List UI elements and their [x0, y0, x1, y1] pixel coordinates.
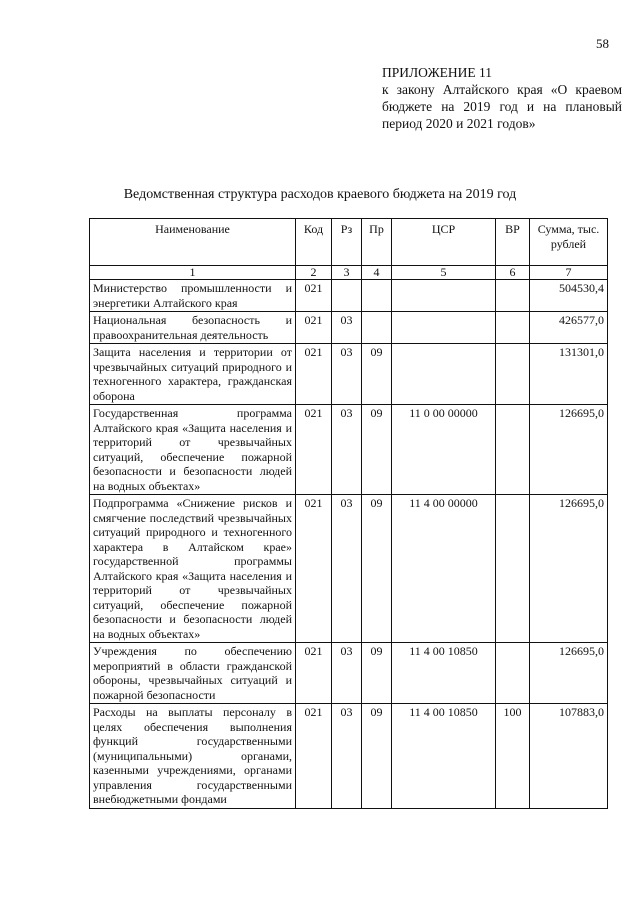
table-row: [90, 344, 608, 405]
page-number: 58: [596, 36, 609, 51]
row-csr: [392, 312, 496, 344]
header-sum: Сумма, тыс. рублей: [530, 219, 608, 266]
appendix-heading: ПРИЛОЖЕНИЕ 11: [382, 65, 493, 80]
row-csr: 11 0 00 00000: [392, 405, 496, 495]
row-code: 021: [296, 312, 332, 344]
row-sum: 426577,0: [530, 312, 608, 344]
row-code: 021: [296, 280, 332, 312]
row-rz: 03: [332, 405, 362, 495]
row-name: Национальная безопасность и правоохранительная деятельность: [90, 312, 296, 344]
row-sum: 126695,0: [530, 495, 608, 643]
appendix-subtitle: к закону Алтайского края «О краевом бюджете на 2019 год и на плановый период 2020 и 2021 годов»: [382, 82, 622, 131]
row-vr: [496, 312, 530, 344]
table-row: [90, 704, 608, 809]
row-vr: [496, 405, 530, 495]
row-pr: 09: [362, 344, 392, 405]
row-pr: 09: [362, 704, 392, 809]
column-number: 4: [362, 266, 392, 280]
row-rz: 03: [332, 344, 362, 405]
row-code: 021: [296, 405, 332, 495]
row-pr: [362, 312, 392, 344]
column-number: 3: [332, 266, 362, 280]
row-rz: 03: [332, 704, 362, 809]
row-name: Защита населения и территории от чрезвычайных ситуаций природного и техногенного характера, гражданская оборона: [90, 344, 296, 405]
header-vr: ВР: [496, 219, 530, 266]
table-row: [90, 280, 608, 312]
row-sum: 126695,0: [530, 643, 608, 704]
row-name: Расходы на выплаты персоналу в целях обеспечения выполнения функций государственными (муниципальными) органами, казенными учреждениями, органами управления государственными внебюджетными фондами: [90, 704, 296, 809]
header-code: Код: [296, 219, 332, 266]
row-csr: 11 4 00 00000: [392, 495, 496, 643]
table-header-row: [90, 219, 608, 266]
row-rz: 03: [332, 495, 362, 643]
table-row: [90, 405, 608, 495]
row-csr: 11 4 00 10850: [392, 704, 496, 809]
row-pr: [362, 280, 392, 312]
table-row: [90, 495, 608, 643]
row-name: Государственная программа Алтайского края «Защита населения и территорий от чрезвычайных ситуаций, обеспечение пожарной безопасности и безопасности людей на водных объектах»: [90, 405, 296, 495]
header-name: Наименование: [90, 219, 296, 266]
table-row: [90, 312, 608, 344]
row-csr: 11 4 00 10850: [392, 643, 496, 704]
column-number: 2: [296, 266, 332, 280]
row-name: Учреждения по обеспечению мероприятий в области гражданской обороны, чрезвычайных ситуаций и пожарной безопасности: [90, 643, 296, 704]
column-number: 7: [530, 266, 608, 280]
column-number: 5: [392, 266, 496, 280]
row-vr: 100: [496, 704, 530, 809]
row-vr: [496, 280, 530, 312]
row-csr: [392, 344, 496, 405]
header-rz: Рз: [332, 219, 362, 266]
row-sum: 126695,0: [530, 405, 608, 495]
header-csr: ЦСР: [392, 219, 496, 266]
row-pr: 09: [362, 405, 392, 495]
row-vr: [496, 495, 530, 643]
row-vr: [496, 643, 530, 704]
row-rz: 03: [332, 312, 362, 344]
row-sum: 504530,4: [530, 280, 608, 312]
column-number: 6: [496, 266, 530, 280]
row-code: 021: [296, 495, 332, 643]
row-code: 021: [296, 643, 332, 704]
row-code: 021: [296, 344, 332, 405]
document-title: Ведомственная структура расходов краевого бюджета на 2019 год: [123, 187, 517, 202]
row-sum: 131301,0: [530, 344, 608, 405]
row-pr: 09: [362, 643, 392, 704]
header-pr: Пр: [362, 219, 392, 266]
row-csr: [392, 280, 496, 312]
row-sum: 107883,0: [530, 704, 608, 809]
row-name: Министерство промышленности и энергетики Алтайского края: [90, 280, 296, 312]
column-number-row: [90, 266, 608, 280]
row-name: Подпрограмма «Снижение рисков и смягчение последствий чрезвычайных ситуаций природного и техногенного характера в Алтайском крае» государственной программы Алтайского края «Защита населения и территорий от чрезвычайных ситуаций, обеспечение пожарной безопасности и безопасности людей на водных объектах»: [90, 495, 296, 643]
appendix-block: [382, 64, 622, 132]
column-number: 1: [90, 266, 296, 280]
row-pr: 09: [362, 495, 392, 643]
row-code: 021: [296, 704, 332, 809]
row-vr: [496, 344, 530, 405]
row-rz: 03: [332, 643, 362, 704]
table-row: [90, 643, 608, 704]
budget-table: [89, 218, 608, 809]
row-rz: [332, 280, 362, 312]
